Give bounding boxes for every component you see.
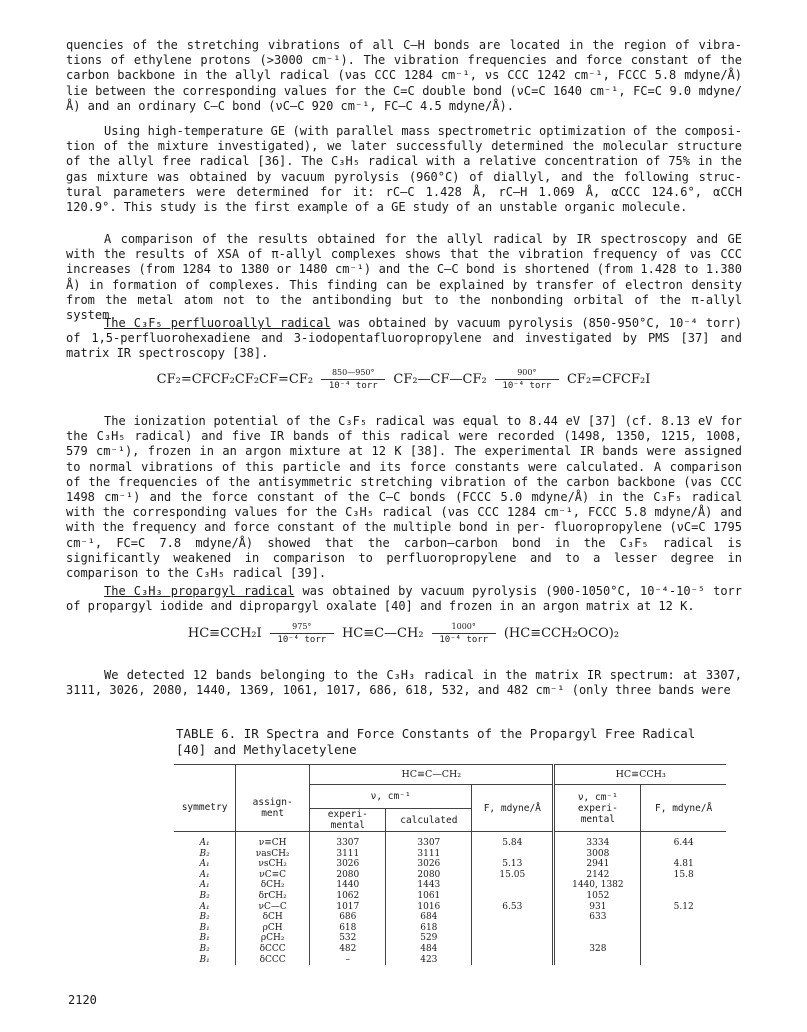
propargyl-text: was obtained by vacuum pyrolysis (900-1050°C, 10⁻⁴-10⁻⁵ torr of propargyl iodide and dipropargyl oxalate [40] and frozen in an argon matrix at 12 K. [66,584,742,614]
eq2-precursor: (HC≡CCH₂OCO)₂ [503,626,620,641]
table-group-methylacetylene: HC≡CCH₃ [554,765,726,785]
table-group-propargyl: HC≡C—CH₂ [310,765,554,785]
eq1-arrow1-condition-pressure: 10⁻⁴ torr [328,381,378,391]
paragraph-allyl-comparison: A comparison of the results obtained for the allyl radical by IR spectroscopy and GE with the results of XSA of π-allyl complexes shows that the vibration frequency of νas CCC increases (from 1284 to 1380 or 1480 cm⁻¹) and the C–C bond is shortened (from 1.428 to 1.380 Å) in formation of complexes. This finding can be explained by transfer of electron density from the metal atom not to the antibonding but to the nonbonding orbital of the π-allyl system. [66,232,742,323]
equation-propargyl [0,622,807,645]
table-header-nu: ν, cm⁻¹ [310,785,472,809]
table-header-calculated: calculated [386,809,472,832]
eq2-arrow1-condition-temp: 975° [292,622,312,631]
table-caption: TABLE 6. IR Spectra and Force Constants of the Propargyl Free Radical [40] and Methylacetylene [176,726,696,757]
table-header-force-methylacetylene: F, mdyne/Å [641,785,726,832]
eq1-reactant: CF₂=CFCF₂CF₂CF=CF₂ [156,372,314,387]
table-header-symmetry: symmetry [174,785,236,832]
eq2-arrow-left [432,622,496,645]
eq1-arrow1-condition-temp: 850—950° [331,368,375,377]
table-header-nu-methylacetylene: ν, cm⁻¹ experi- mental [554,785,641,832]
equation-perfluoroallyl [0,368,807,391]
eq1-radical: CF₂—CF—CF₂ [393,372,487,387]
paragraph-allyl-structure: Using high-temperature GE (with parallel mass spectrometric optimization of the composi- tion of the mixture investigated), we later successfully determined the molecular structure of the allyl free radical [36]. The C₃H₅ radical with a relative concentration of 75% in the gas mixture was obtained by vacuum pyrolysis (960°C) of diallyl, and the following struc- tural parameters were determined for it: rC–C 1.428 Å, rC–H 1.069 Å, αCCC 124.6°, αCCH 120.9°. This study is the first example of a GE study of an unstable organic molecule. [66,124,742,215]
table-col-force: 5.84 5.13 15.05 6.53 [472,832,554,966]
eq2-arrow2-condition-temp: 1000° [451,622,476,631]
table-col-experimental: 3307 3111 3026 2080 1440 1062 1017 686 618 532 482 – [310,832,386,966]
table-propargyl-ir [174,764,726,965]
table-col-assignment: ν≡CH νasCH₂ νsCH₂ νC≡C δCH₂ δrCH₂ νC—C δCH ρCH ρCH₂ δCCC δCCC [236,832,310,966]
eq2-arrow-right [270,622,334,645]
table-header-experimental: experi- mental [310,809,386,832]
perfluoroallyl-text: was obtained by vacuum pyrolysis (850-950°C, 10⁻⁴ torr) of 1,5-perfluorohexadiene and 3-iodopentafluoropropylene and investigated by PMS [37] and matrix IR spectroscopy [38]. [66,316,742,361]
page-number: 2120 [68,993,97,1007]
paragraph-vibration-frequencies: quencies of the stretching vibrations of all C–H bonds are located in the region of vibra- tions of ethylene protons (>3000 cm⁻¹). The vibration frequencies and force constant of the carbon backbone in the allyl radical (νas CCC 1284 cm⁻¹, νs CCC 1242 cm⁻¹, FCCC 5.8 mdyne/Å) lie between the corresponding values for the C=C double bond (νC=C 1640 cm⁻¹, FC=C 9.0 mdyne/Å) and an ordinary C–C bond (νC–C 920 cm⁻¹, FC–C 4.5 mdyne/Å). [66,38,742,113]
eq1-arrow2-condition-temp: 900° [517,368,537,377]
eq2-arrow2-condition-pressure: 10⁻⁴ torr [439,635,489,645]
table-col-experimental-methylacetylene: 3334 3008 2941 2142 1440, 1382 1052 931 633 328 [554,832,641,966]
eq1-precursor: CF₂=CFCF₂I [566,372,651,387]
eq2-radical: HC≡C—CH₂ [341,626,424,641]
table-header-force: F, mdyne/Å [472,785,554,832]
eq2-arrow1-condition-pressure: 10⁻⁴ torr [277,635,327,645]
table-col-symmetry: A₁ B₂ A₁ A₁ A₁ B₂ A₁ B₂ B₁ B₁ B₂ B₁ [174,832,236,966]
eq2-reactant: HC≡CCH₂I [187,626,262,641]
eq1-arrow2-condition-pressure: 10⁻⁴ torr [502,381,552,391]
eq1-arrow-left [495,368,559,391]
propargyl-heading: The C₃H₃ propargyl radical [104,584,295,598]
table-col-force-methylacetylene: 6.44 4.81 15.8 5.12 [673,838,694,912]
perfluoroallyl-heading: The C₃F₅ perfluoroallyl radical [104,316,331,330]
paragraph-c3f5-ionization: The ionization potential of the C₃F₅ radical was equal to 8.44 eV [37] (cf. 8.13 eV for the C₃H₅ radical) and five IR bands of this radical were recorded (1498, 1350, 1215, 1008, 579 cm⁻¹), frozen in an argon mixture at 12 K [38]. The experimental IR bands were assigned to normal vibrations of this particle and its force constants were calculated. A comparison of the frequencies of the antisymmetric stretching vibration of the carbon backbone (νas CCC 1498 cm⁻¹) and the force constant of the C–C bonds (FCCC 5.0 mdyne/Å) in the C₃F₅ radical with the corresponding values for the C₃H₅ radical (νas CCC 1284 cm⁻¹, FCCC 5.8 mdyne/Å) and with the frequency and force constant of the multiple bond in per- fluoropropylene (νC=C 1795 cm⁻¹, FC=C 7.8 mdyne/Å) showed that the carbon–carbon bond in the C₃F₅ radical is significantly weakened in comparison to perfluoropropylene and to a lesser degree in comparison to the C₃H₅ radical [39]. [66,414,742,581]
table-header-assignment: assign- ment [236,785,310,832]
paragraph-perfluoroallyl [66,316,742,362]
eq1-arrow-right [321,368,385,391]
table-col-calculated: 3307 3111 3026 2080 1443 1061 1016 684 618 529 484 423 [386,832,472,966]
paragraph-c3h3-bands: We detected 12 bands belonging to the C₃H₃ radical in the matrix IR spectrum: at 3307, 3111, 3026, 2080, 1440, 1369, 1061, 1017, 686, 618, 532, and 482 cm⁻¹ (only three bands were [66,668,742,698]
paragraph-propargyl [66,584,742,614]
